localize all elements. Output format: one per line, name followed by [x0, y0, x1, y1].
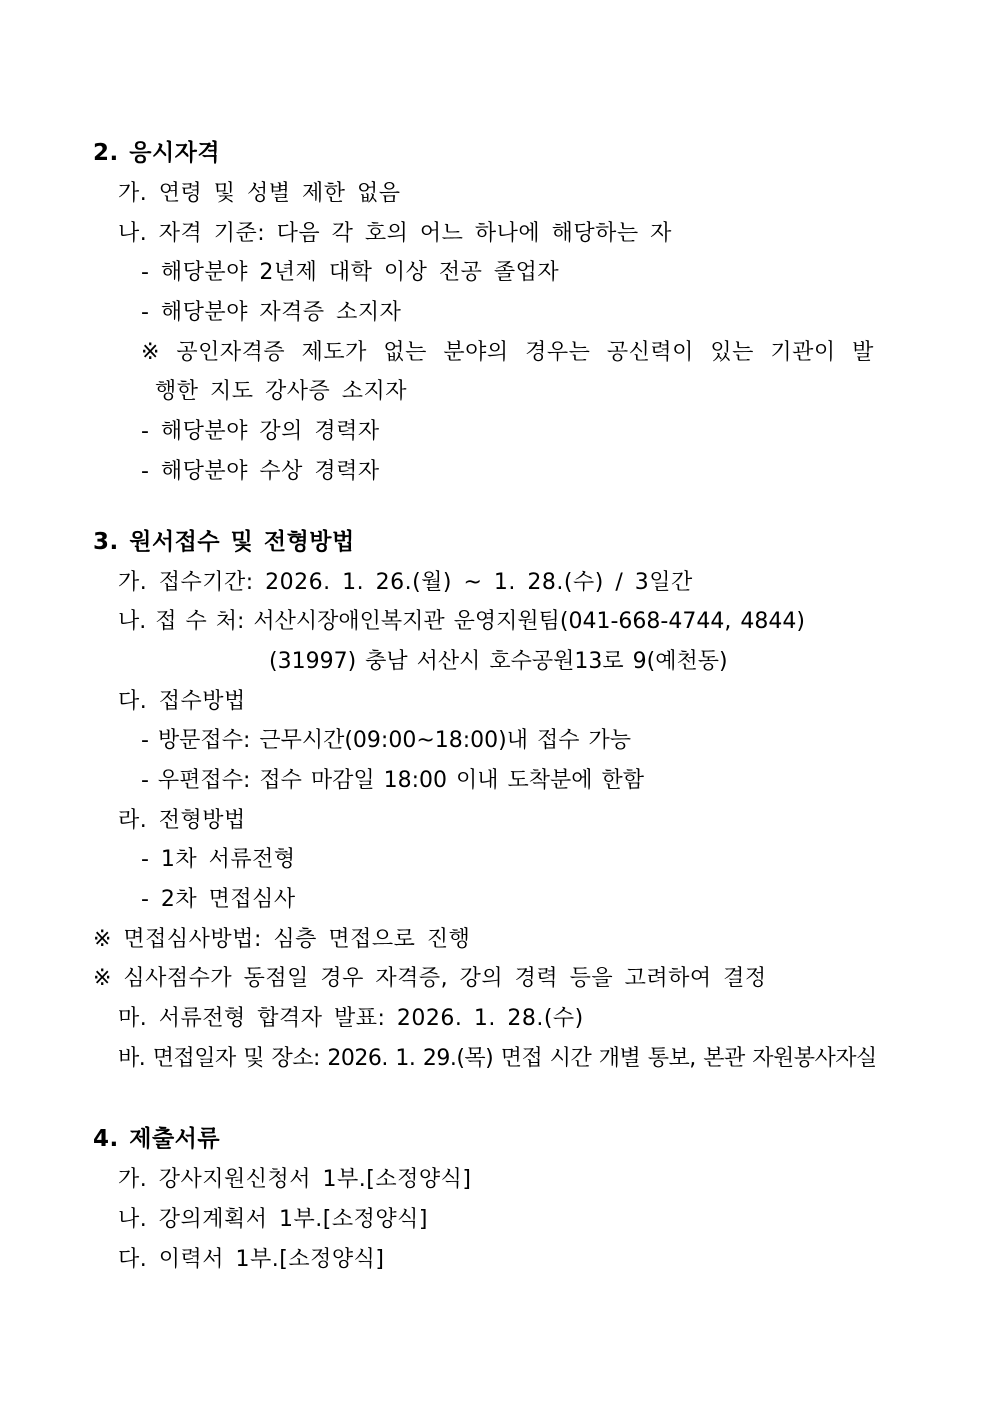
section-3-bullet: - 2차 면접심사 — [141, 887, 296, 912]
section-2-bullet: - 해당분야 자격증 소지자 — [141, 300, 402, 325]
section-3-note: ※ 면접심사방법: 심층 면접으로 진행 — [93, 927, 471, 952]
section-3-bullet: - 1차 서류전형 — [141, 847, 296, 872]
section-3-bullet: - 방문접수: 근무시간(09:00~18:00)내 접수 가능 — [141, 728, 632, 753]
section-3-heading: 3. 원서접수 및 전형방법 — [93, 529, 355, 555]
section-2-item-na: 나. 자격 기준: 다음 각 호의 어느 하나에 해당하는 자 — [118, 221, 672, 246]
section-4-item-da: 다. 이력서 1부.[소정양식] — [118, 1247, 385, 1272]
section-2-note-continued: 행한 지도 강사증 소지자 — [155, 379, 408, 404]
section-2-bullet: - 해당분야 강의 경력자 — [141, 419, 380, 444]
section-2-bullet: - 해당분야 2년제 대학 이상 전공 졸업자 — [141, 260, 560, 285]
section-2-note: ※ 공인자격증 제도가 없는 분야의 경우는 공신력이 있는 기관이 발 — [141, 340, 874, 365]
section-2-item-ga: 가. 연령 및 성별 제한 없음 — [118, 181, 401, 206]
section-2-bullet: - 해당분야 수상 경력자 — [141, 459, 380, 484]
section-3-note: ※ 심사점수가 동점일 경우 자격증, 강의 경력 등을 고려하여 결정 — [93, 966, 767, 991]
section-3-item-da: 다. 접수방법 — [118, 689, 246, 714]
section-3-item-na: 나. 접 수 처: 서산시장애인복지관 운영지원팀(041-668-4744, 4844) — [118, 609, 805, 634]
section-3-address: (31997) 충남 서산시 호수공원13로 9(예천동) — [269, 649, 728, 674]
section-3-item-ba: 바. 면접일자 및 장소: 2026. 1. 29.(목) 면접 시간 개별 통보, 본관 자원봉사자실 — [118, 1046, 877, 1071]
section-3-item-ga: 가. 접수기간: 2026. 1. 26.(월) ~ 1. 28.(수) / 3일간 — [118, 570, 693, 595]
section-2-heading: 2. 응시자격 — [93, 140, 221, 166]
section-3-item-ra: 라. 전형방법 — [118, 808, 246, 833]
section-4-item-na: 나. 강의계획서 1부.[소정양식] — [118, 1207, 428, 1232]
section-4-item-ga: 가. 강사지원신청서 1부.[소정양식] — [118, 1167, 472, 1192]
section-4-heading: 4. 제출서류 — [93, 1126, 221, 1152]
section-3-bullet: - 우편접수: 접수 마감일 18:00 이내 도착분에 한함 — [141, 768, 644, 793]
section-3-item-ma: 마. 서류전형 합격자 발표: 2026. 1. 28.(수) — [118, 1006, 584, 1031]
